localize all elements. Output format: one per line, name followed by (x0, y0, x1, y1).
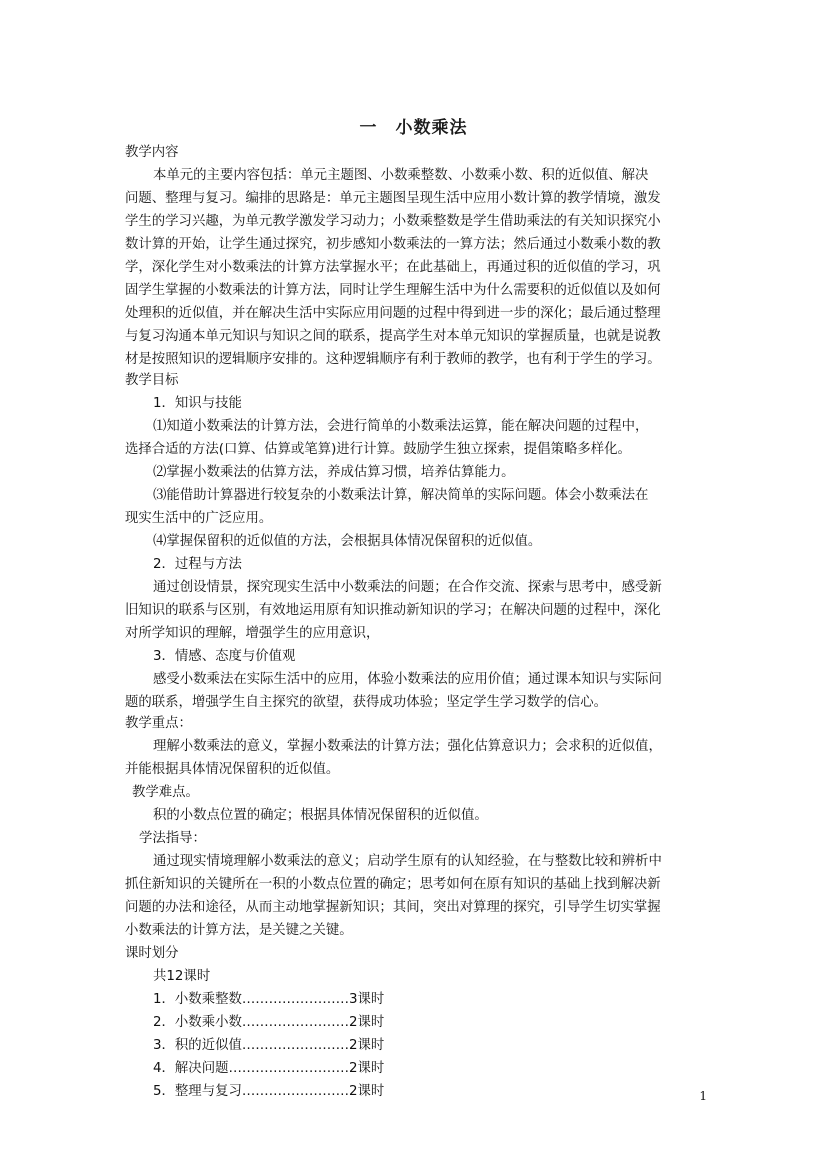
subsection-heading: 1．知识与技能 (153, 396, 242, 411)
paragraph-line: 问题的办法和途径，从而主动地掌握新知识；其间，突出对算理的探究，引导学生切实掌握 (125, 900, 661, 915)
paragraph-line: 旧知识的联系与区别，有效地运用原有知识推动新知识的学习；在解决问题的过程中，深化 (125, 603, 661, 618)
paragraph-line: 固学生掌握的小数乘法的计算方法，同时让学生理解生活中为什么需要积的近似值以及如何 (125, 283, 661, 298)
schedule-item: 5．整理与复习……………………2课时 (153, 1084, 385, 1099)
paragraph-line: 数计算的开始，让学生通过探究，初步感知小数乘法的一算方法；然后通过小数乘小数的教 (125, 237, 661, 252)
page-title: 一 小数乘法 (359, 118, 468, 138)
section-heading-goals: 教学目标 (125, 373, 179, 388)
paragraph-line: 学生的学习兴趣，为单元教学激发学习动力；小数乘整数是学生借助乘法的有关知识探究小 (125, 214, 661, 229)
paragraph-line: 积的小数点位置的确定；根据具体情况保留积的近似值。 (153, 808, 488, 823)
subsection-heading: 2．过程与方法 (153, 557, 242, 572)
paragraph-line: 通过创设情景，探究现实生活中小数乘法的问题；在合作交流、探索与思考中，感受新 (153, 580, 662, 595)
paragraph-line: 材是按照知识的逻辑顺序安排的。这种逻辑顺序有利于教师的教学，也有利于学生的学习。 (125, 352, 661, 367)
paragraph-line: 选择合适的方法(口算、估算或笔算)进行计算。鼓励学生独立探索，提倡策略多样化。 (125, 442, 631, 457)
section-heading-content: 教学内容 (125, 145, 179, 160)
schedule-total: 共12课时 (153, 969, 211, 984)
paragraph-line: 理解小数乘法的意义，掌握小数乘法的计算方法；强化估算意识力；会求积的近似值， (153, 739, 662, 754)
paragraph-line: ⑵掌握小数乘法的估算方法，养成估算习惯，培养估算能力。 (153, 465, 515, 480)
paragraph-line: 通过现实情境理解小数乘法的意义；启动学生原有的认知经验，在与整数比较和辨析中 (153, 854, 662, 869)
paragraph-line: 学，深化学生对小数乘法的计算方法掌握水平；在此基础上，再通过积的近似值的学习，巩 (125, 260, 661, 275)
paragraph-line: 与复习沟通本单元知识与知识之间的联系，提高学生对本单元知识的掌握质量，也就是说教 (125, 329, 661, 344)
paragraph-line: ⑶能借助计算器进行较复杂的小数乘法计算，解决简单的实际问题。体会小数乘法在 (153, 488, 649, 503)
paragraph-line: ⑷掌握保留积的近似值的方法，会根据具体情况保留积的近似值。 (153, 534, 542, 549)
paragraph-line: 感受小数乘法在实际生活中的应用，体验小数乘法的应用价值；通过课本知识与实际问 (153, 672, 662, 687)
schedule-item: 4．解决问题………………………2课时 (153, 1061, 385, 1076)
schedule-item: 3．积的近似值……………………2课时 (153, 1038, 385, 1053)
section-heading-schedule: 课时划分 (125, 946, 179, 961)
section-heading-guidance: 学法指导： (139, 831, 206, 846)
paragraph-line: 小数乘法的计算方法，是关键之关键。 (125, 923, 353, 938)
paragraph-line: ⑴知道小数乘法的计算方法，会进行简单的小数乘法运算，能在解决问题的过程中， (153, 419, 649, 434)
section-heading-difficulties: 教学难点。 (132, 785, 199, 800)
paragraph-line: 问题、整理与复习。编排的思路是：单元主题图呈现生活中应用小数计算的教学情境，激发 (125, 191, 661, 206)
paragraph-line: 现实生活中的广泛应用。 (125, 511, 273, 526)
paragraph-line: 抓住新知识的关键所在一积的小数点位置的确定；思考如何在原有知识的基础上找到解决新 (125, 877, 661, 892)
page-number: 1 (699, 1089, 707, 1103)
schedule-item: 2．小数乘小数……………………2课时 (153, 1015, 385, 1030)
paragraph-line: 题的联系，增强学生自主探究的欲望，获得成功体验；坚定学生学习数学的信心。 (125, 695, 608, 710)
paragraph-line: 本单元的主要内容包括：单元主题图、小数乘整数、小数乘小数、积的近似值、解决 (153, 168, 649, 183)
paragraph-line: 并能根据具体情况保留积的近似值。 (125, 762, 340, 777)
schedule-item: 1．小数乘整数……………………3课时 (153, 992, 385, 1007)
section-heading-key-points: 教学重点： (125, 716, 192, 731)
subsection-heading: 3．情感、态度与价值观 (153, 649, 296, 664)
paragraph-line: 处理积的近似值，并在解决生活中实际应用问题的过程中得到进一步的深化；最后通过整理 (125, 306, 661, 321)
paragraph-line: 对所学知识的理解，增强学生的应用意识， (125, 626, 380, 641)
